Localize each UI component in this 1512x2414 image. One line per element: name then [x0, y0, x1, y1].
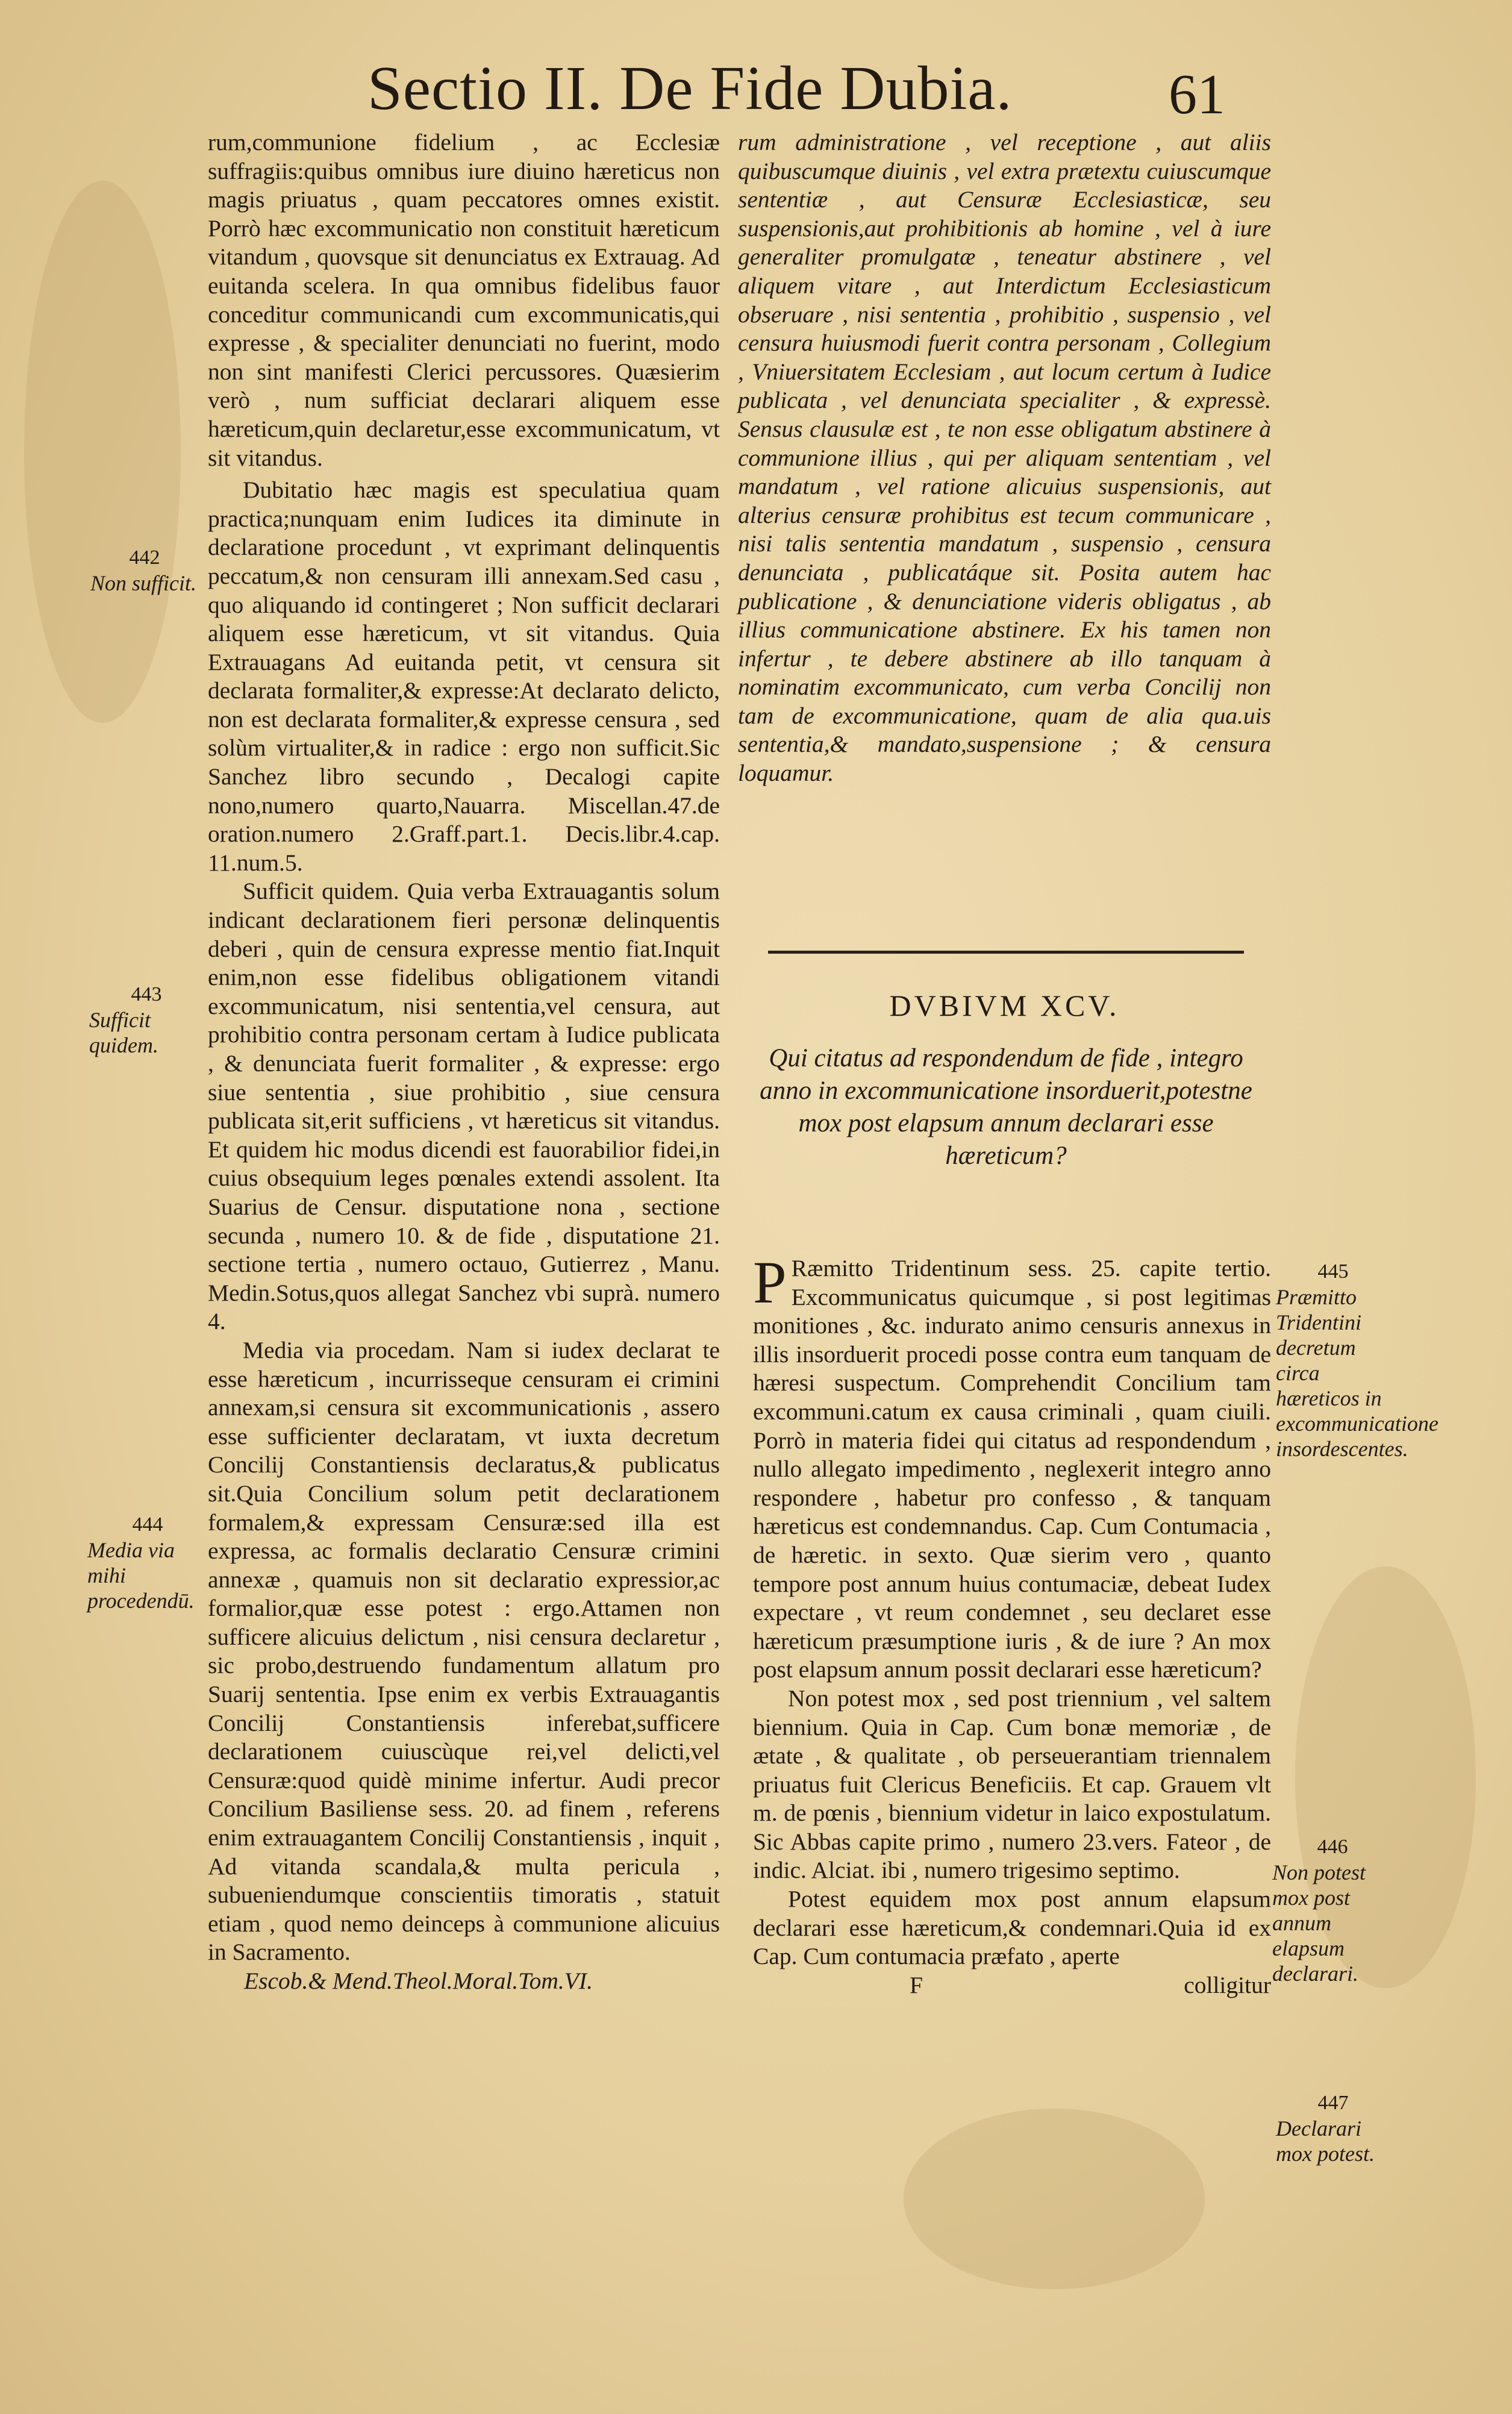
catchword: colligitur — [1184, 1971, 1271, 1998]
paper-stain — [904, 2109, 1205, 2289]
paper-stain — [24, 181, 181, 723]
margin-note-445: 445 Præmitto Tridentini decretum circa hæreticos in excommunicatione insordescentes. — [1276, 1260, 1439, 1461]
paragraph: Potest equidem mox post annum elapsum declarari esse hæreticum,& condemnari.Quia id ex Cap. Cum contumacia præfato , aperte — [753, 1886, 1271, 1970]
margin-note-442: 442 Non sufficit. — [90, 546, 197, 595]
signature-mark: F — [910, 1971, 923, 1998]
right-column-top — [738, 128, 1271, 788]
signature-text: Escob.& Mend.Theol.Moral.Tom.VI. — [244, 1968, 593, 1994]
paragraph: Dubitatio hæc magis est speculatiua quam practica;nunquam enim Iudices ita diminute in declaratione procedunt , vt exprimant delinquentis peccatum,& non censuram illi annexam.Sed casu , quo aliquando id contingeret ; Non sufficit declarari aliquem esse hæreticum, vt sit vitandus. Quia Extrauagans Ad euitanda petit, vt censura sit declarata formaliter,& expresse:At declarato delicto, non est declarata formaliter,& expresse censura , sed solùm virtualiter,& in radice : ergo non sufficit.Sic Sanchez libro secundo , Decalogi capite nono,numero quarto,Nauarra. Miscellan.47.de oration.numero 2.Graff.part.1. Decis.libr.4.cap. 11.num.5. — [208, 477, 720, 876]
paragraph: rum,communione fidelium , ac Ecclesiæ suffragiis:quibus omnibus iure diuino hæreticus non magis priuatus , quam peccatores omnes existit. Porrò hæc excommunicatio non constituit hæreticum vitandum , quovsque sit denunciatus ex Extrauag. Ad euitanda scelera. In qua omnibus fidelibus fauor conceditur communicandi cum excommunicatis,qui expresse , & specialiter denunciati no fuerint, modo non sint manifesti Clerici percussores. Quæsierim verò , num sufficiat declarari aliquem esse hæreticum,quin declaretur,esse excommunicatum, vt sit vitandus. — [208, 129, 720, 471]
paragraph: Media via procedam. Nam si iudex declarat te esse hæreticum , incurrisseque censuram ei crimini annexam,si censura sit excommunicationis , assero esse sufficienter declaratam, vt iuxta decretum Concilij Constantiensis declaratus,& publicatus sit.Quia Concilium solum petit declarationem formalem,& expressam Censuræ:sed illa est expressa, ac formalis declaratio Censuræ crimini annexæ , quamuis non sit declaratio expressior,ac formalior,quæ esse potest : ergo.Attamen non sufficere alicuius delictum , nisi censura declaretur , sic probo,destruendo fundamentum allatum pro Suarij sententia. Ipse enim ex verbis Extrauagantis Concilij Constantiensis inferebat,sufficere declarationem cuiuscùque rei,vel delicti,vel Censuræ:quod quidè minime infertur. Audi precor Concilium Basiliense sess. 20. ad finem , referens enim extrauagantem Concilij Constantiensis , inquit , Ad vitanda scandala,& multa pericula , subueniendumque conscientiis timoratis , statuit etiam , quod nemo deinceps à communione alicuius in Sacramento. — [208, 1336, 720, 1966]
quoted-decree: rum administratione , vel receptione , aut aliis quibuscumque diuinis , vel extra prætextu cuiuscumque sententiæ , aut Censuræ Ecclesiasticæ, seu suspensionis,aut prohibitionis ab homine , vel à iure generaliter promulgatæ , teneatur abstinere , vel aliquem vitare , aut Interdictum Ecclesiasticum obseruare , nisi sententia , prohibitio , suspensio , vel censura huiusmodi fuerit contra personam , Collegium , Vniuersitatem Ecclesiam , aut locum certum à Iudice publicata , vel denunciata specialiter , & expressè. Sensus clausulæ est , te non esse obligatum abstinere à communione illius , qui per aliquam sententiam , vel mandatum , vel ratione alicuius suspensionis, aut alterius censuræ prohibitus est tecum communicare , nisi talis sententia mandatum , suspensio , censura denunciata , publicatáque sit. Posita autem hac publicatione , & denunciatione videris obligatus , ab illius communicatione abstinere. Ex his tamen non infertur , te debere abstinere ab illo tanquam à nominatim excommunicato, cum verba Concilij non tam de excommunicatione, quam de alia qua.uis sententia,& mandato,suspensione ; & censura loquamur. — [738, 129, 1271, 787]
right-column-bottom — [753, 1249, 1271, 2000]
dubium-title: DVBIVM XCV. — [889, 989, 1120, 1022]
margin-note-447: 447 Declarari mox potest. — [1276, 2092, 1375, 2166]
section-rule — [768, 951, 1244, 954]
page-footer-line — [753, 1971, 1271, 2000]
bottom-signature — [208, 1967, 720, 1996]
paragraph: PRæmitto Tridentinum sess. 25. capite tertio. Excommunicatus quicumque , si post legitimas monitiones , &c. indurato animo censuris annexus in illis insorduerit procedi posse contra eum tanquam de hæresi suspectum. Comprehendit Concilium tam excommuni.catum ex causa criminali , quam ciuili. Porrò in materia fidei qui citatus ad respondendum , nullo allegato impedimento , neglexerit integro anno respondere , habetur pro confesso , & tanquam hæreticus est condemnandus. Cap. Cum Contumacia , de hæretic. in sexto. Quæ sierim vero , quanto tempore post annum huius contumaciæ, debeat Iudex expectare , vt reum condemnet , seu declaret esse hæreticum præsumptione iuris , & de iure ? An mox post elapsum annum possit declarari esse hæreticum? — [753, 1249, 1271, 1683]
dubium-question: Qui citatus ad respondendum de fide , integro anno in excommunicatione insorduerit,potestne mox post elapsum annum declarari esse hæreticum? — [760, 1044, 1252, 1170]
left-column — [208, 128, 720, 1996]
paragraph: Sufficit quidem. Quia verba Extrauagantis solum indicant declarationem fieri personæ delinquentis deberi , quin de censura expresse mentio fiat.Inquit enim,non esse fidelibus obligationem vitandi excommunicatum, nisi sententia,vel censura, aut prohibitio contra personam certam à Iudice publicata , & denunciata fuerit formaliter , & expresse: ergo siue sententia , siue prohibitio , siue censura publicata sit,erit sufficiens , vt hæreticus sit vitandus. Et quidem hic modus dicendi est fauorabilior fidei,in cuius obsequium leges pœnales extendi assolent. Ita Suarius de Censur. disputatione nona , sectione secunda , numero 10. & de fide , disputatione 21. sectione tertia , numero octauo, Gutierrez , Manu. Medin.Sotus,quos allegat Sanchez vbi suprà. numero 4. — [208, 878, 720, 1335]
margin-note-446: 446 Non potest mox post annum elapsum declarari. — [1272, 1836, 1366, 1986]
page-number: 61 — [1169, 63, 1225, 126]
margin-note-444: 444 Media via mihi procedendū. — [87, 1513, 195, 1613]
margin-note-443: 443 Sufficit quidem. — [89, 983, 162, 1057]
running-title: Sectio II. De Fide Dubia. — [367, 54, 1013, 123]
paragraph: Non potest mox , sed post triennium , vel saltem biennium. Quia in Cap. Cum bonæ memoriæ , de ætate , & qualitate , ob perseuerantiam triennalem priuatus fuit Clericus Beneficiis. Et cap. Grauem vlt m. de pœnis , biennium videtur in laico expostulatum. Sic Abbas capite primo , numero 23.vers. Fateor , de indic. Alciat. ibi , numero trigesimo septimo. — [753, 1684, 1271, 1884]
